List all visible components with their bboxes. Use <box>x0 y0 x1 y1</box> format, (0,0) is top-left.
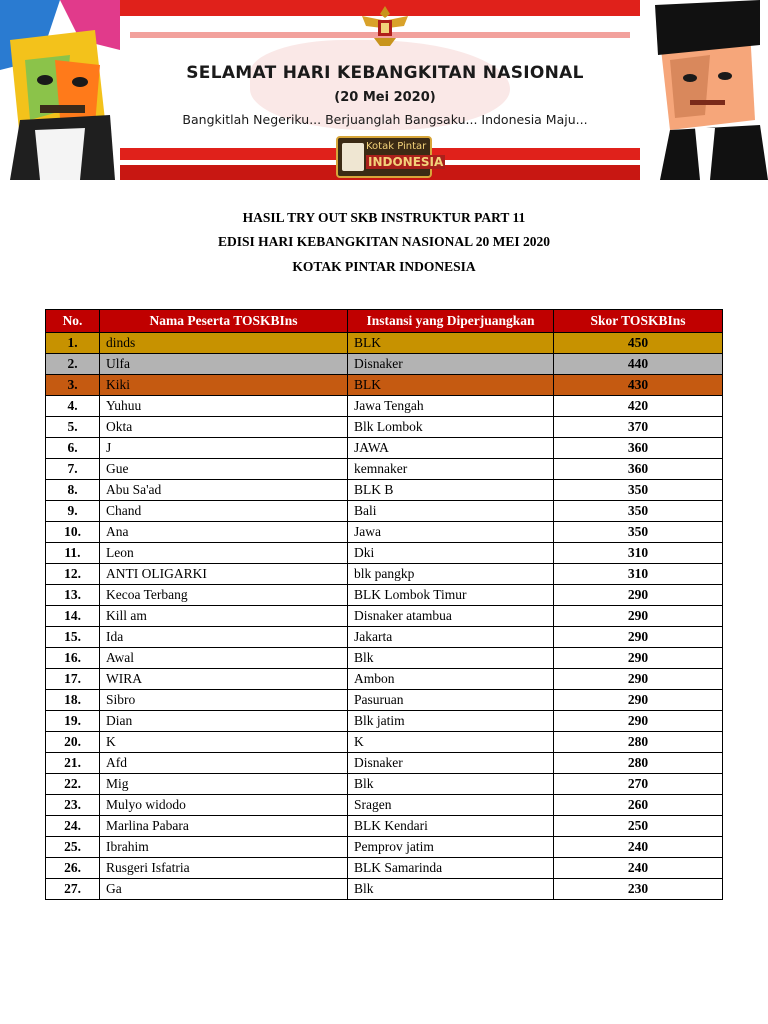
cell-no: 7. <box>46 459 100 480</box>
banner-title: SELAMAT HARI KEBANGKITAN NASIONAL <box>186 63 584 83</box>
cell-score: 280 <box>554 753 723 774</box>
cell-score: 360 <box>554 438 723 459</box>
cell-score: 260 <box>554 795 723 816</box>
kotak-pintar-logo <box>336 136 444 178</box>
cell-score: 310 <box>554 564 723 585</box>
cell-no: 14. <box>46 606 100 627</box>
cell-agency: kemnaker <box>348 459 554 480</box>
cell-name: Leon <box>100 543 348 564</box>
cell-no: 21. <box>46 753 100 774</box>
cell-score: 370 <box>554 417 723 438</box>
cell-no: 27. <box>46 879 100 900</box>
cell-no: 25. <box>46 837 100 858</box>
cell-no: 4. <box>46 396 100 417</box>
cell-agency: Disnaker <box>348 753 554 774</box>
table-row <box>46 816 723 837</box>
cell-score: 290 <box>554 606 723 627</box>
cell-no: 20. <box>46 732 100 753</box>
table-row <box>46 837 723 858</box>
cell-agency: BLK Lombok Timur <box>348 585 554 606</box>
table-row <box>46 543 723 564</box>
cell-agency: Blk <box>348 879 554 900</box>
cell-score: 290 <box>554 669 723 690</box>
cell-no: 9. <box>46 501 100 522</box>
table-row <box>46 501 723 522</box>
cell-agency: Ambon <box>348 669 554 690</box>
cell-score: 350 <box>554 480 723 501</box>
cell-agency: Blk Lombok <box>348 417 554 438</box>
table-row <box>46 585 723 606</box>
table-row <box>46 564 723 585</box>
cell-score: 430 <box>554 375 723 396</box>
cell-no: 16. <box>46 648 100 669</box>
cell-agency: Blk <box>348 774 554 795</box>
cell-name: Ulfa <box>100 354 348 375</box>
cell-agency: Jawa <box>348 522 554 543</box>
portrait-left-image <box>0 0 120 180</box>
cell-agency: Jawa Tengah <box>348 396 554 417</box>
cell-no: 26. <box>46 858 100 879</box>
cell-agency: Pemprov jatim <box>348 837 554 858</box>
table-row <box>46 627 723 648</box>
cell-no: 10. <box>46 522 100 543</box>
garuda-emblem-icon <box>360 4 410 48</box>
cell-name: ANTI OLIGARKI <box>100 564 348 585</box>
table-row <box>46 417 723 438</box>
logo-text-line2: INDONESIA <box>368 155 444 169</box>
cell-name: Mulyo widodo <box>100 795 348 816</box>
banner-slogan: Bangkitlah Negeriku... Berjuanglah Bangsaku... Indonesia Maju... <box>182 112 588 127</box>
cell-name: dinds <box>100 333 348 354</box>
cell-agency: Jakarta <box>348 627 554 648</box>
cell-agency: BLK <box>348 333 554 354</box>
cell-score: 250 <box>554 816 723 837</box>
cell-name: Afd <box>100 753 348 774</box>
cell-name: Ga <box>100 879 348 900</box>
table-row <box>46 333 723 354</box>
cell-no: 8. <box>46 480 100 501</box>
cell-score: 360 <box>554 459 723 480</box>
cell-score: 270 <box>554 774 723 795</box>
table-row <box>46 438 723 459</box>
cell-score: 290 <box>554 690 723 711</box>
cell-no: 12. <box>46 564 100 585</box>
cell-name: Awal <box>100 648 348 669</box>
cell-score: 350 <box>554 501 723 522</box>
table-row <box>46 669 723 690</box>
cell-no: 6. <box>46 438 100 459</box>
cell-no: 24. <box>46 816 100 837</box>
document-subtitle: EDISI HARI KEBANGKITAN NASIONAL 20 MEI 2020 <box>217 234 551 249</box>
results-table <box>45 309 723 900</box>
cell-name: Rusgeri Isfatria <box>100 858 348 879</box>
cell-no: 15. <box>46 627 100 648</box>
cell-name: Kecoa Terbang <box>100 585 348 606</box>
cell-score: 290 <box>554 627 723 648</box>
cell-no: 19. <box>46 711 100 732</box>
table-row <box>46 795 723 816</box>
column-header-no: No. <box>46 310 100 333</box>
table-row <box>46 732 723 753</box>
cell-name: K <box>100 732 348 753</box>
cell-agency: blk pangkp <box>348 564 554 585</box>
cell-score: 440 <box>554 354 723 375</box>
cell-no: 11. <box>46 543 100 564</box>
cell-name: Ida <box>100 627 348 648</box>
cell-name: Kill am <box>100 606 348 627</box>
cell-agency: JAWA <box>348 438 554 459</box>
cell-no: 5. <box>46 417 100 438</box>
cell-agency: Disnaker <box>348 354 554 375</box>
table-row <box>46 858 723 879</box>
cell-score: 420 <box>554 396 723 417</box>
table-row <box>46 648 723 669</box>
header-banner <box>0 0 768 180</box>
cell-no: 18. <box>46 690 100 711</box>
table-row <box>46 690 723 711</box>
cell-score: 450 <box>554 333 723 354</box>
column-header-score: Skor TOSKBIns <box>554 310 723 333</box>
cell-no: 22. <box>46 774 100 795</box>
cell-score: 230 <box>554 879 723 900</box>
banner-date: (20 Mei 2020) <box>334 90 436 105</box>
cell-name: Mig <box>100 774 348 795</box>
table-header-row <box>46 310 723 333</box>
table-row <box>46 480 723 501</box>
cell-agency: Dki <box>348 543 554 564</box>
cell-name: J <box>100 438 348 459</box>
cell-no: 23. <box>46 795 100 816</box>
cell-name: Dian <box>100 711 348 732</box>
cell-name: Marlina Pabara <box>100 816 348 837</box>
cell-score: 240 <box>554 837 723 858</box>
cell-score: 310 <box>554 543 723 564</box>
column-header-name: Nama Peserta TOSKBIns <box>100 310 348 333</box>
cell-score: 290 <box>554 648 723 669</box>
cell-agency: BLK B <box>348 480 554 501</box>
document-title: HASIL TRY OUT SKB INSTRUKTUR PART 11 <box>242 210 526 225</box>
table-row <box>46 375 723 396</box>
cell-agency: Sragen <box>348 795 554 816</box>
cell-no: 3. <box>46 375 100 396</box>
table-row <box>46 606 723 627</box>
cell-name: Chand <box>100 501 348 522</box>
cell-agency: Pasuruan <box>348 690 554 711</box>
cell-name: Ana <box>100 522 348 543</box>
cell-agency: Bali <box>348 501 554 522</box>
cell-name: Yuhuu <box>100 396 348 417</box>
cell-agency: Blk <box>348 648 554 669</box>
logo-text-line1: Kotak Pintar <box>366 141 427 152</box>
cell-agency: BLK Samarinda <box>348 858 554 879</box>
cell-agency: Disnaker atambua <box>348 606 554 627</box>
document-organizer: KOTAK PINTAR INDONESIA <box>292 259 476 274</box>
table-row <box>46 396 723 417</box>
cell-name: Okta <box>100 417 348 438</box>
cell-no: 2. <box>46 354 100 375</box>
cell-score: 280 <box>554 732 723 753</box>
cell-name: Ibrahim <box>100 837 348 858</box>
table-row <box>46 522 723 543</box>
logo-avatar-icon <box>342 143 364 171</box>
cell-agency: K <box>348 732 554 753</box>
cell-score: 350 <box>554 522 723 543</box>
table-row <box>46 459 723 480</box>
cell-name: Kiki <box>100 375 348 396</box>
cell-no: 1. <box>46 333 100 354</box>
cell-agency: BLK <box>348 375 554 396</box>
cell-name: WIRA <box>100 669 348 690</box>
cell-no: 17. <box>46 669 100 690</box>
cell-name: Sibro <box>100 690 348 711</box>
cell-no: 13. <box>46 585 100 606</box>
table-row <box>46 753 723 774</box>
table-row <box>46 774 723 795</box>
cell-agency: Blk jatim <box>348 711 554 732</box>
table-row <box>46 711 723 732</box>
portrait-right-image <box>640 0 768 180</box>
cell-name: Gue <box>100 459 348 480</box>
cell-score: 290 <box>554 711 723 732</box>
cell-score: 240 <box>554 858 723 879</box>
column-header-agency: Instansi yang Diperjuangkan <box>348 310 554 333</box>
table-row <box>46 354 723 375</box>
table-row <box>46 879 723 900</box>
cell-name: Abu Sa'ad <box>100 480 348 501</box>
cell-agency: BLK Kendari <box>348 816 554 837</box>
cell-score: 290 <box>554 585 723 606</box>
